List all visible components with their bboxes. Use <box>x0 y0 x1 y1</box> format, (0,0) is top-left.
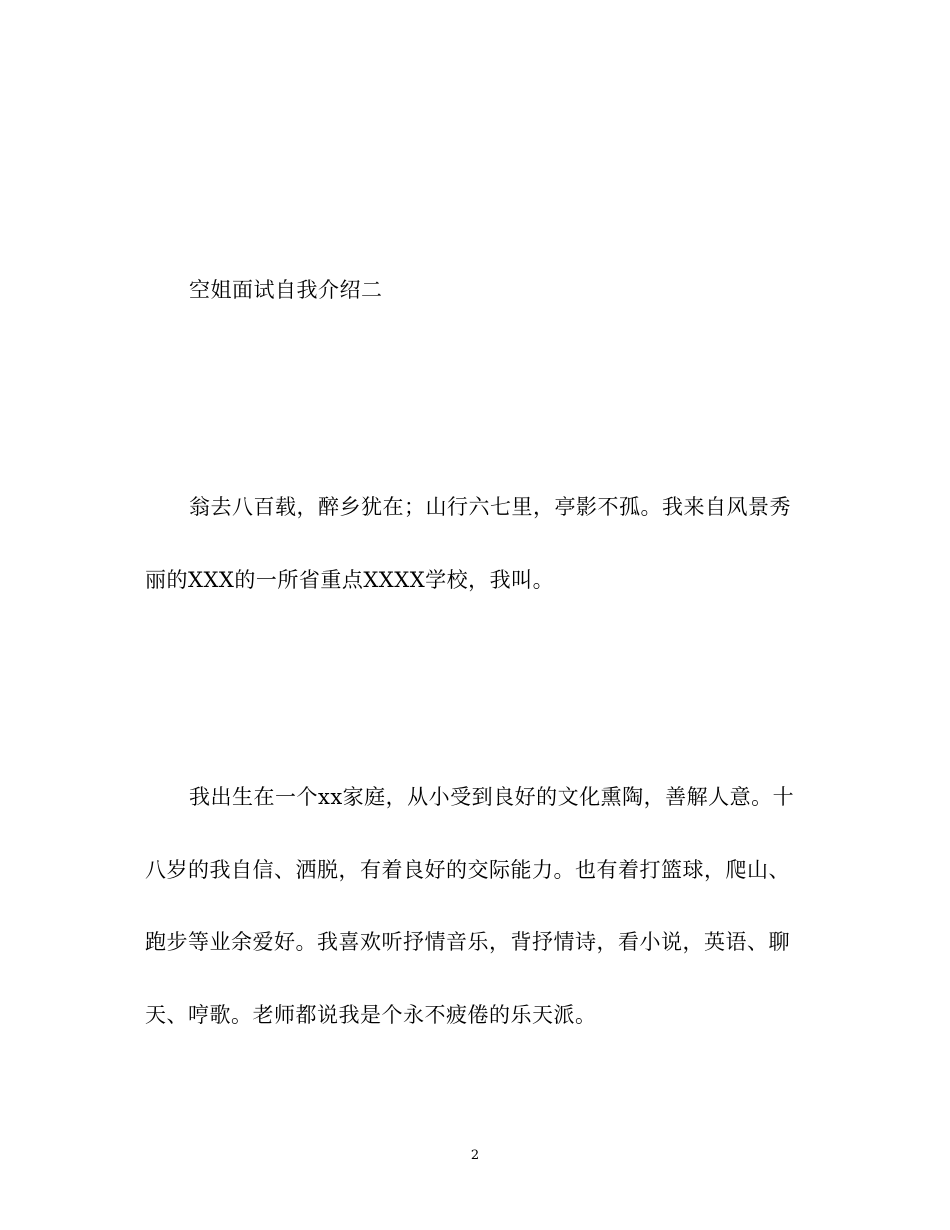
paragraph-line: 丽的XXX的一所省重点XXXX学校，我叫。 <box>145 568 555 592</box>
paragraph-line: 我出生在一个xx家庭，从小受到良好的文化熏陶，善解人意。十 <box>189 785 795 809</box>
page-number: 2 <box>470 1148 480 1163</box>
document-title: 空姐面试自我介绍二 <box>189 278 383 302</box>
paragraph-line: 八岁的我自信、洒脱，有着良好的交际能力。也有着打篮球，爬山、 <box>145 858 790 882</box>
paragraph-line: 天、哼歌。老师都说我是个永不疲倦的乐天派。 <box>145 1003 597 1027</box>
paragraph-line: 翁去八百载，醉乡犹在；山行六七里，亭影不孤。我来自风景秀 <box>189 495 791 519</box>
paragraph-line: 跑步等业余爱好。我喜欢听抒情音乐，背抒情诗，看小说，英语、聊 <box>145 930 790 954</box>
